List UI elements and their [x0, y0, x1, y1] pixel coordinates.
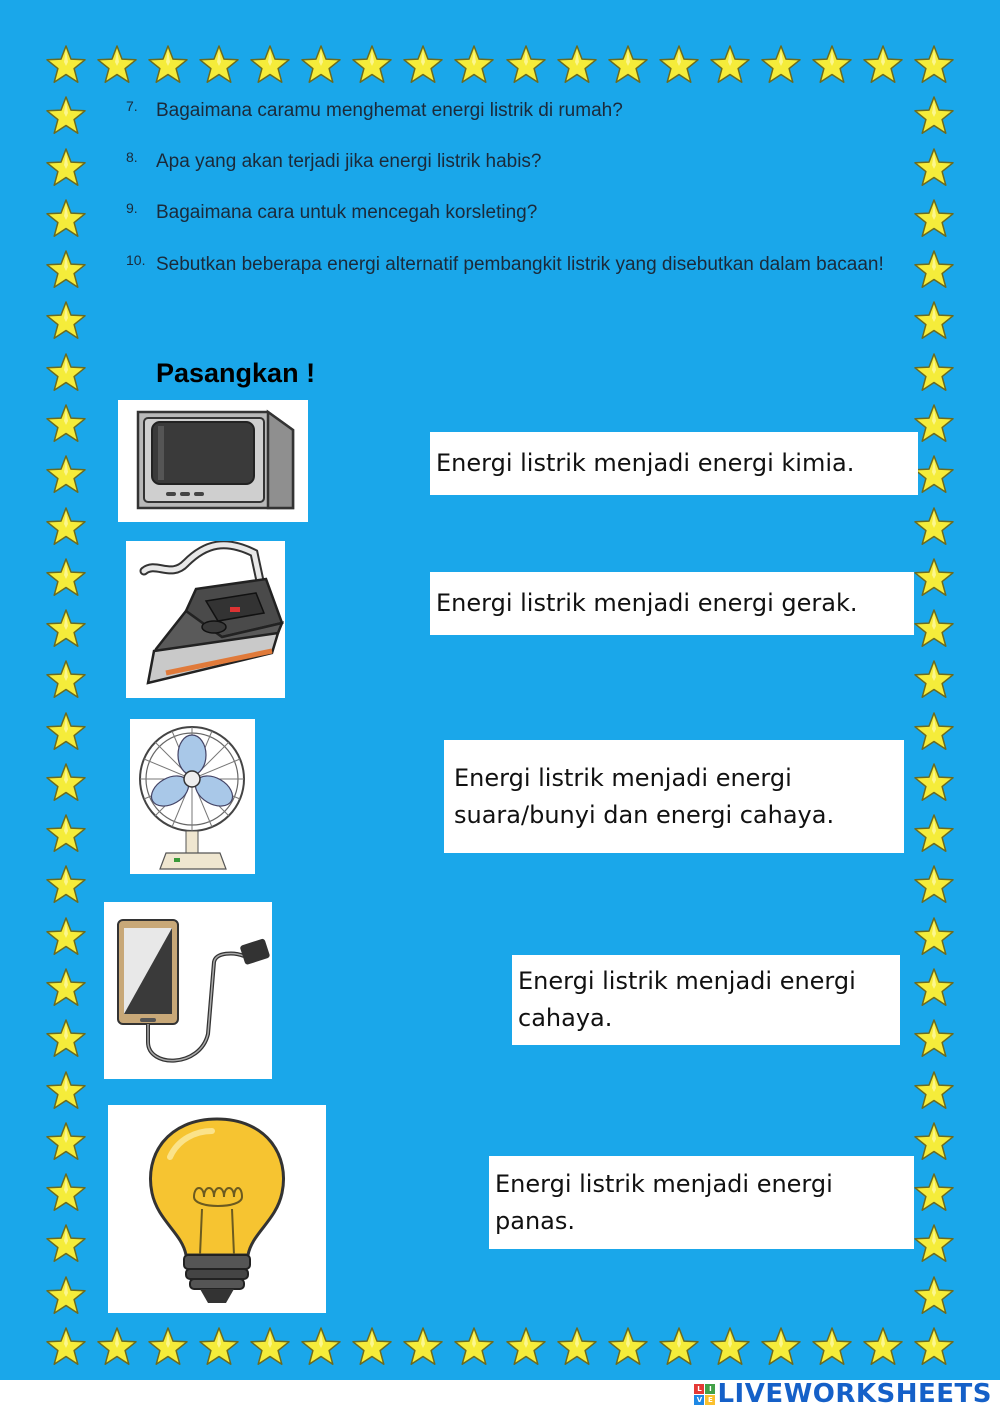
- answer-box-5[interactable]: [489, 1156, 914, 1249]
- star-icon: [45, 507, 87, 549]
- star-icon: [913, 45, 955, 87]
- television-image[interactable]: [118, 400, 308, 522]
- star-icon: [45, 1276, 87, 1318]
- question-text: Bagaimana caramu menghemat energi listrik di rumah?: [156, 100, 623, 121]
- star-icon: [45, 404, 87, 446]
- star-icon: [913, 301, 955, 343]
- star-icon: [556, 45, 598, 87]
- star-icon: [862, 45, 904, 87]
- question-number: 10.: [126, 252, 146, 268]
- star-icon: [556, 1327, 598, 1369]
- question-number: 8.: [126, 149, 138, 165]
- star-icon: [913, 1122, 955, 1164]
- star-icon: [45, 1327, 87, 1369]
- star-icon: [658, 1327, 700, 1369]
- answer-text: Energi listrik menjadi energi suara/bunyi dan energi cahaya.: [454, 763, 835, 829]
- light-bulb-image[interactable]: [108, 1105, 326, 1313]
- star-icon: [45, 558, 87, 600]
- star-icon: [453, 45, 495, 87]
- answer-text: Energi listrik menjadi energi gerak.: [436, 589, 858, 617]
- star-icon: [45, 45, 87, 87]
- star-icon: [913, 1071, 955, 1113]
- answer-box-4[interactable]: [512, 955, 900, 1045]
- section-heading: Pasangkan !: [156, 358, 316, 388]
- star-icon: [45, 1224, 87, 1266]
- star-icon: [45, 1122, 87, 1164]
- star-icon: [45, 1071, 87, 1113]
- star-icon: [45, 609, 87, 651]
- star-icon: [913, 353, 955, 395]
- answer-text: Energi listrik menjadi energi kimia.: [436, 449, 855, 477]
- star-icon: [658, 45, 700, 87]
- star-icon: [45, 814, 87, 856]
- star-icon: [913, 558, 955, 600]
- star-icon: [300, 45, 342, 87]
- star-icon: [505, 45, 547, 87]
- logo-text: LIVEWORKSHEETS: [717, 1379, 992, 1409]
- star-icon: [45, 1173, 87, 1215]
- star-icon: [607, 45, 649, 87]
- star-icon: [760, 1327, 802, 1369]
- star-icon: [913, 1173, 955, 1215]
- star-icon: [913, 404, 955, 446]
- star-icon: [147, 1327, 189, 1369]
- star-icon: [300, 1327, 342, 1369]
- star-icon: [351, 1327, 393, 1369]
- answer-box-2[interactable]: [430, 572, 914, 635]
- star-icon: [249, 1327, 291, 1369]
- answer-text: Energi listrik menjadi energi panas.: [495, 1169, 833, 1235]
- star-icon: [45, 763, 87, 805]
- star-icon: [45, 455, 87, 497]
- question-text: Apa yang akan terjadi jika energi listrik habis?: [156, 151, 542, 172]
- star-icon: [45, 917, 87, 959]
- star-icon: [96, 1327, 138, 1369]
- iron-image[interactable]: [126, 541, 285, 698]
- star-icon: [147, 45, 189, 87]
- star-icon: [45, 712, 87, 754]
- star-icon: [913, 96, 955, 138]
- star-icon: [607, 1327, 649, 1369]
- star-icon: [505, 1327, 547, 1369]
- answer-box-1[interactable]: [430, 432, 918, 495]
- answer-box-3[interactable]: [444, 740, 904, 853]
- star-icon: [811, 1327, 853, 1369]
- star-icon: [913, 1224, 955, 1266]
- star-icon: [913, 968, 955, 1010]
- star-icon: [913, 507, 955, 549]
- star-icon: [913, 917, 955, 959]
- star-icon: [913, 1276, 955, 1318]
- question-number: 7.: [126, 98, 138, 114]
- star-icon: [45, 660, 87, 702]
- liveworksheets-logo: [694, 1378, 992, 1410]
- star-icon: [453, 1327, 495, 1369]
- star-icon: [45, 968, 87, 1010]
- star-icon: [913, 814, 955, 856]
- question-text: Sebutkan beberapa energi alternatif pembangkit listrik yang disebutkan dalam bacaan!: [156, 254, 884, 275]
- star-icon: [913, 250, 955, 292]
- star-icon: [45, 1019, 87, 1061]
- star-icon: [913, 865, 955, 907]
- star-icon: [913, 609, 955, 651]
- star-icon: [913, 148, 955, 190]
- star-icon: [351, 45, 393, 87]
- star-icon: [811, 45, 853, 87]
- star-icon: [45, 250, 87, 292]
- star-icon: [96, 45, 138, 87]
- star-icon: [913, 455, 955, 497]
- phone-charger-image[interactable]: [104, 902, 272, 1079]
- question-text: Bagaimana cara untuk mencegah korsleting?: [156, 202, 538, 223]
- star-icon: [45, 96, 87, 138]
- answer-text: Energi listrik menjadi energi cahaya.: [518, 967, 856, 1032]
- question-number: 9.: [126, 200, 138, 216]
- logo-blocks-icon: L I V E: [694, 1384, 715, 1405]
- star-icon: [913, 199, 955, 241]
- star-icon: [760, 45, 802, 87]
- star-icon: [862, 1327, 904, 1369]
- star-icon: [913, 660, 955, 702]
- star-icon: [249, 45, 291, 87]
- star-icon: [402, 45, 444, 87]
- star-icon: [45, 148, 87, 190]
- star-icon: [45, 301, 87, 343]
- fan-image[interactable]: [130, 719, 255, 874]
- star-icon: [198, 45, 240, 87]
- star-icon: [198, 1327, 240, 1369]
- star-icon: [913, 763, 955, 805]
- star-icon: [913, 1019, 955, 1061]
- star-icon: [45, 865, 87, 907]
- star-icon: [913, 712, 955, 754]
- star-icon: [709, 1327, 751, 1369]
- star-icon: [45, 199, 87, 241]
- star-icon: [913, 1327, 955, 1369]
- star-icon: [45, 353, 87, 395]
- star-icon: [402, 1327, 444, 1369]
- star-icon: [709, 45, 751, 87]
